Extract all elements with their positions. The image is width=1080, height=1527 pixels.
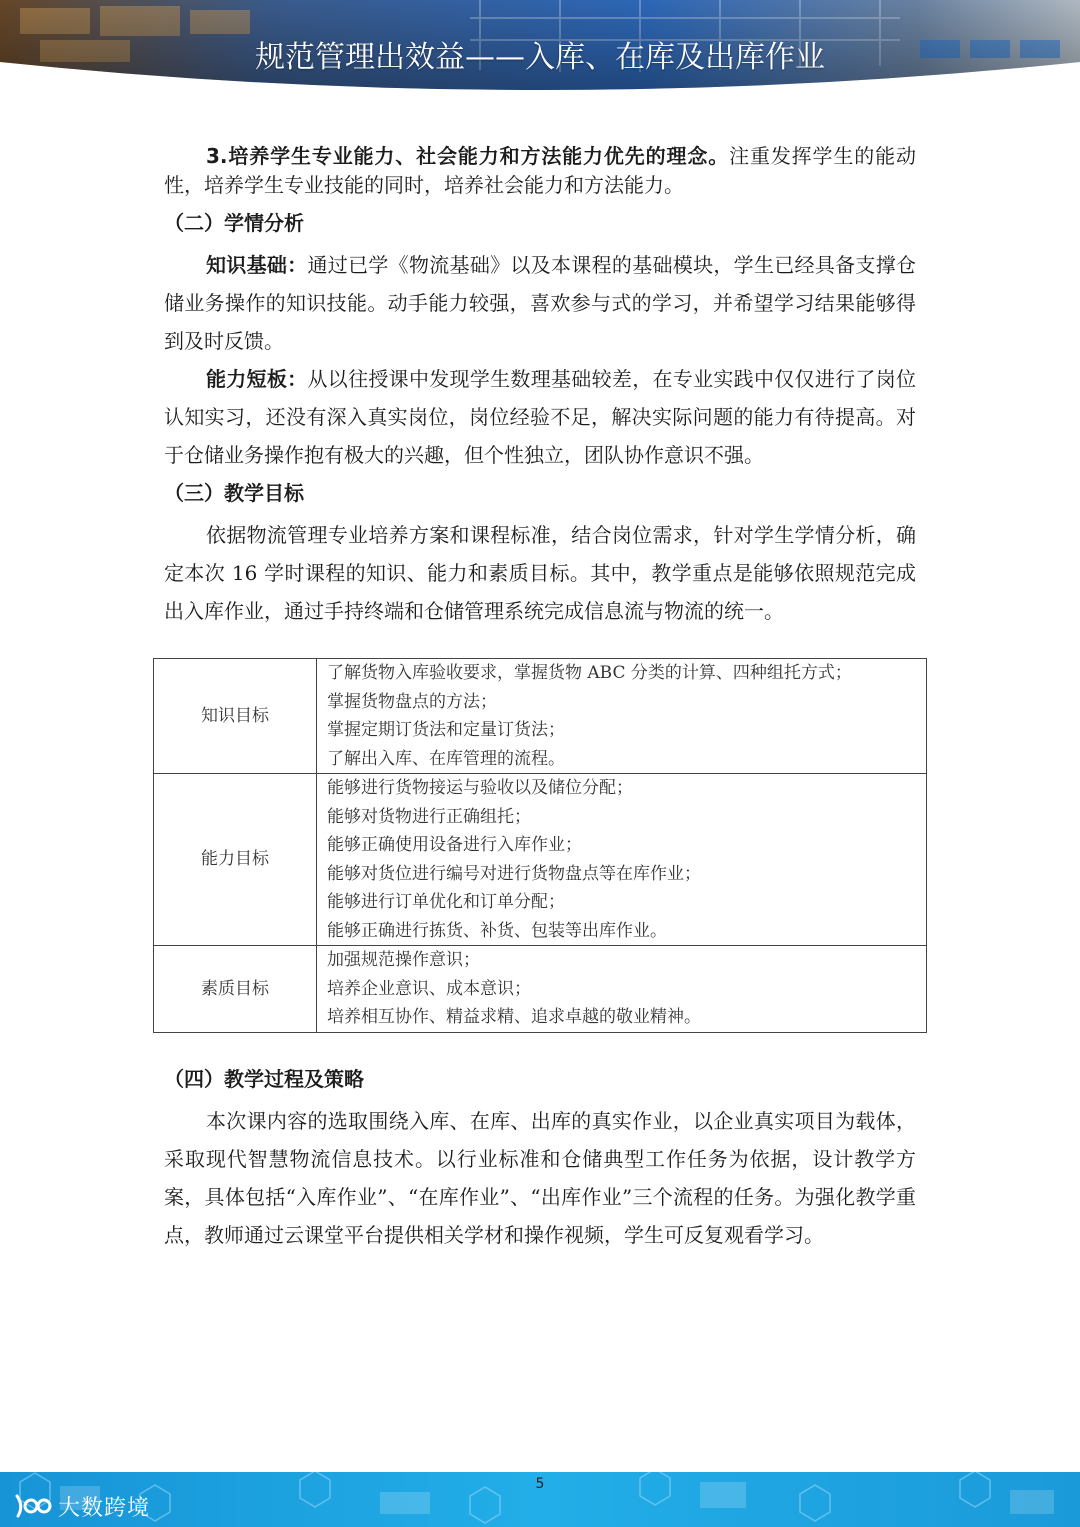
goal-item: 能够对货物进行正确组托； <box>327 806 531 827</box>
goal-item: 培养相互协作、精益求精、追求卓越的敬业精神。 <box>327 1007 701 1027</box>
table-row <box>154 774 927 946</box>
process-paragraph: 本次课内容的选取围绕入库、在库、出库的真实作业，以企业真实项目为载体，采取现代智慧物流信息技术。以行业标准和仓储典型工作任务为依据，设计教学方案，具体包括“入库作业”、“在库作业”、“出库作业”三个流程的任务。为强化教学重点，教师通过云课堂平台提供相关学材和操作视频，学生可反复观看学习。 <box>164 1109 916 1247</box>
knowledge-paragraph <box>164 246 916 360</box>
goal-item: 加强规范操作意识； <box>327 950 480 970</box>
watermark <box>14 1490 150 1522</box>
goal-items <box>317 774 927 946</box>
section-heading-teaching-goals: （三）教学目标 <box>164 481 304 505</box>
brand-logo-icon <box>14 1492 52 1520</box>
document-body <box>164 142 916 630</box>
table-row <box>154 946 927 1033</box>
watermark-text: 大数跨境 <box>58 1495 151 1521</box>
header-title: 规范管理出效益——入库、在库及出库作业 <box>255 40 825 75</box>
goal-item: 掌握定期订货法和定量订货法； <box>327 720 565 740</box>
section-heading-process-strategy: （四）教学过程及策略 <box>164 1067 364 1091</box>
intro-paragraph <box>164 142 916 200</box>
weakness-text: 从以往授课中发现学生数理基础较差，在专业实践中仅仅进行了岗位认知实习，还没有深入真实岗位，岗位经验不足，解决实际问题的能力有待提高。对于仓储业务操作抱有极大的兴趣，但个性独立，团队协作意识不强。 <box>164 367 917 467</box>
goal-item: 了解货物入库验收要求，掌握货物 ABC 分类的计算、四种组托方式； <box>327 663 852 683</box>
goal-category: 素质目标 <box>154 946 317 1033</box>
goal-item: 能够对货位进行编号对进行货物盘点等在库作业； <box>327 863 701 884</box>
goal-item: 能够进行货物接运与验收以及储位分配； <box>327 778 633 798</box>
intro-bold-lead: 3.培养学生专业能力、社会能力和方法能力优先的理念。 <box>206 144 730 168</box>
header-banner <box>0 0 1080 100</box>
weakness-label: 能力短板： <box>206 367 308 391</box>
goal-item: 了解出入库、在库管理的流程。 <box>327 748 565 769</box>
intro-text: 注重发挥学生的能动性，培养学生专业技能的同时，培养社会能力和方法能力。 <box>164 144 916 197</box>
goals-table <box>153 658 927 1033</box>
goal-item: 能够正确进行拣货、补货、包装等出库作业。 <box>327 920 667 941</box>
knowledge-label: 知识基础： <box>206 253 308 277</box>
section-heading-student-analysis: （二）学情分析 <box>164 211 304 235</box>
goal-item: 掌握货物盘点的方法； <box>327 691 497 712</box>
table-row <box>154 659 927 774</box>
goal-items <box>317 659 927 774</box>
weakness-paragraph <box>164 360 916 474</box>
goal-category: 能力目标 <box>154 774 317 946</box>
goal-category: 知识目标 <box>154 659 317 774</box>
goal-items <box>317 946 927 1033</box>
knowledge-text: 通过已学《物流基础》以及本课程的基础模块，学生已经具备支撑仓储业务操作的知识技能。动手能力较强，喜欢参与式的学习，并希望学习结果能够得到及时反馈。 <box>164 253 917 353</box>
goals-paragraph: 依据物流管理专业培养方案和课程标准，结合岗位需求，针对学生学情分析，确定本次 16 学时课程的知识、能力和素质目标。其中，教学重点是能够依照规范完成出入库作业，通过手持终端和仓储管理系统完成信息流与物流的统一。 <box>164 523 916 623</box>
page-number: 5 <box>535 1476 545 1492</box>
goal-item: 培养企业意识、成本意识； <box>327 978 531 999</box>
document-body-section4 <box>164 1060 916 1254</box>
goal-item: 能够进行订单优化和订单分配； <box>327 892 565 912</box>
goal-item: 能够正确使用设备进行入库作业； <box>327 835 582 855</box>
